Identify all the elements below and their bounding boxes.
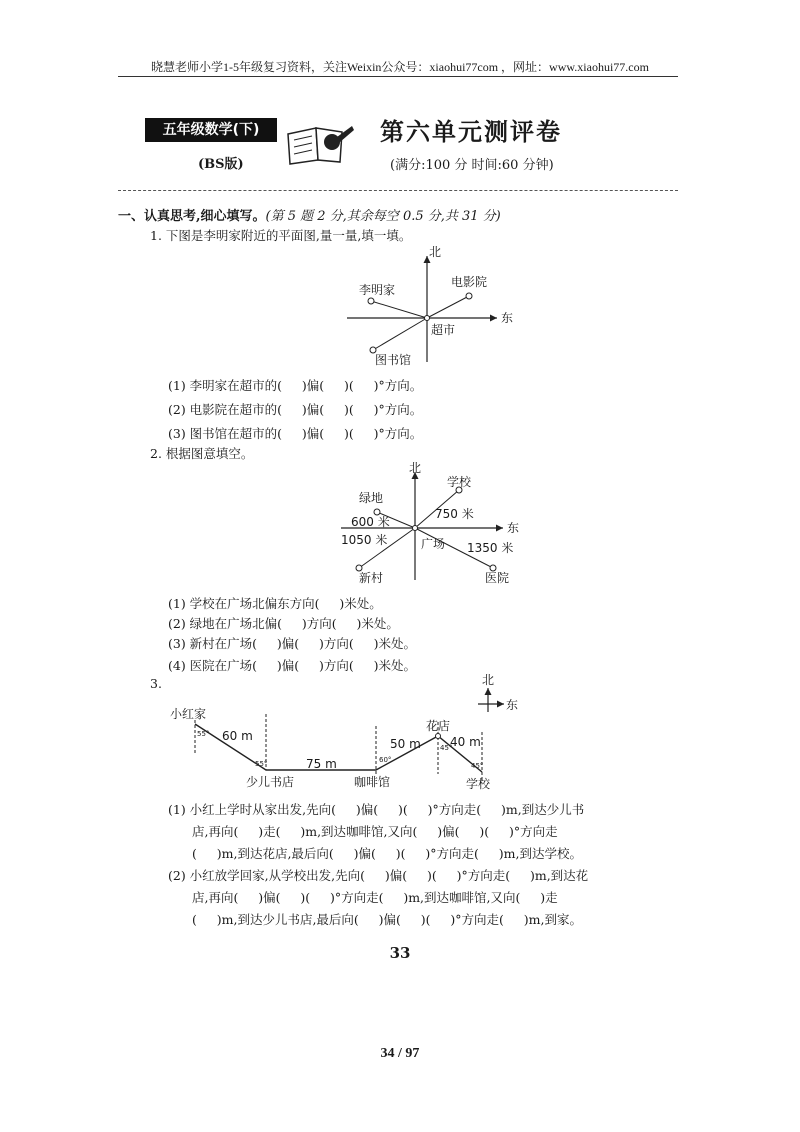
q1-line-home — [371, 301, 427, 318]
q1-home-label: 李明家 — [359, 283, 396, 297]
q1-item-2: (2) 电影院在超市的( )偏( )( )°方向。 — [168, 402, 423, 417]
q2-item-4: (4) 医院在广场( )偏( )方向( )米处。 — [168, 658, 417, 673]
q3-item1-line2: 店,再向( )走( )m,到达咖啡馆,又向( )偏( )( )°方向走 — [192, 824, 558, 839]
q2-north-label: 北 — [409, 461, 422, 475]
q3-item2-line2: 店,再向( )偏( )( )°方向走( )m,到达咖啡馆,又向( )走 — [192, 890, 558, 905]
q2-green-label: 绿地 — [359, 491, 384, 505]
q1-line-library — [373, 318, 427, 350]
q3-angle-4: 45° — [440, 744, 453, 752]
q1-prompt: 1. 下图是李明家附近的平面图,量一量,填一填。 — [150, 228, 412, 243]
q3-map — [160, 672, 530, 790]
header-divider — [118, 76, 678, 77]
q3-angle-1: 55° — [197, 730, 210, 738]
q1-item-1: (1) 李明家在超市的( )偏( )( )°方向。 — [168, 378, 423, 393]
q2-prompt: 2. 根据图意填空。 — [150, 446, 254, 461]
q3-item2-line3: ( )m,到达少儿书店,最后向( )偏( )( )°方向走( )m,到家。 — [192, 912, 582, 927]
q3-north-label: 北 — [482, 673, 495, 687]
section-title: 一、认真思考,细心填写。 — [118, 209, 266, 224]
q3-flower-label: 花店 — [426, 719, 451, 733]
q3-east-label: 东 — [506, 698, 519, 712]
grade-badge: 五年级数学(下) — [145, 118, 277, 142]
q1-line-cinema — [427, 296, 469, 318]
q2-map — [335, 460, 535, 588]
q3-item2-line1: (2) 小红放学回家,从学校出发,先向( )偏( )( )°方向走( )m,到达花 — [168, 868, 589, 883]
section-heading — [118, 205, 501, 224]
q3-home-label: 小红家 — [170, 707, 207, 721]
q2-school-label: 学校 — [447, 475, 472, 489]
q2-village-label: 新村 — [359, 571, 384, 585]
q3-bookstore-label: 少儿书店 — [246, 775, 295, 789]
q2-east-label: 东 — [507, 521, 520, 535]
q3-angle-3: 60° — [379, 756, 392, 764]
q1-item-3: (3) 图书馆在超市的( )偏( )( )°方向。 — [168, 426, 423, 441]
q2-dist-village: 1050 米 — [341, 533, 388, 547]
q3-angle-5: 45° — [471, 762, 484, 770]
source-header: 晓慧老师小学1-5年级复习资料，关注Weixin公众号：xiaohui77com ，网址：www.xiaohui77.com — [151, 60, 649, 74]
q3-dist-2: 75 m — [306, 757, 337, 771]
edition-label: (BS版) — [198, 157, 244, 172]
q3-flower-dot — [436, 734, 441, 739]
q1-center-label: 超市 — [431, 323, 456, 337]
q1-map — [335, 244, 535, 370]
q1-library-label: 图书馆 — [375, 353, 412, 367]
q3-cafe-label: 咖啡馆 — [354, 775, 391, 789]
page-indicator: 34 / 97 — [380, 1046, 420, 1061]
q3-school-label: 学校 — [466, 777, 491, 790]
q2-center-label: 广场 — [421, 537, 446, 551]
q1-cinema-dot — [466, 293, 472, 299]
q1-home-dot — [368, 298, 374, 304]
q1-north-label: 北 — [429, 245, 442, 259]
q2-item-3: (3) 新村在广场( )偏( )方向( )米处。 — [168, 636, 417, 651]
q2-hospital-label: 医院 — [485, 571, 510, 585]
q3-dist-4: 40 m — [450, 735, 481, 749]
q3-prompt: 3. — [150, 676, 162, 691]
q2-item-2: (2) 绿地在广场北偏( )方向( )米处。 — [168, 616, 399, 631]
score-time-info: (满分:100 分 时间:60 分钟) — [390, 158, 554, 173]
page-title: 第六单元测评卷 — [380, 117, 562, 146]
q1-center-dot — [425, 316, 430, 321]
q2-dist-green: 600 米 — [351, 515, 390, 529]
q2-dist-hospital: 1350 米 — [467, 541, 514, 555]
page-number: 33 — [389, 944, 411, 962]
q1-east-label: 东 — [501, 311, 514, 325]
q2-item-1: (1) 学校在广场北偏东方向( )米处。 — [168, 596, 382, 611]
q2-center-dot — [413, 526, 418, 531]
q2-dist-school: 750 米 — [435, 507, 474, 521]
book-icon — [282, 120, 358, 168]
q3-item1-line3: ( )m,到达花店,最后向( )偏( )( )°方向走( )m,到达学校。 — [192, 846, 582, 861]
q3-angle-2: 55° — [255, 760, 268, 768]
q3-dist-3: 50 m — [390, 737, 421, 751]
q1-cinema-label: 电影院 — [451, 275, 488, 289]
title-divider — [118, 190, 678, 191]
section-scoring: (第 5 题 2 分,其余每空 0.5 分,共 31 分) — [265, 209, 501, 224]
q3-item1-line1: (1) 小红上学时从家出发,先向( )偏( )( )°方向走( )m,到达少儿书 — [168, 802, 585, 817]
q3-dist-1: 60 m — [222, 729, 253, 743]
